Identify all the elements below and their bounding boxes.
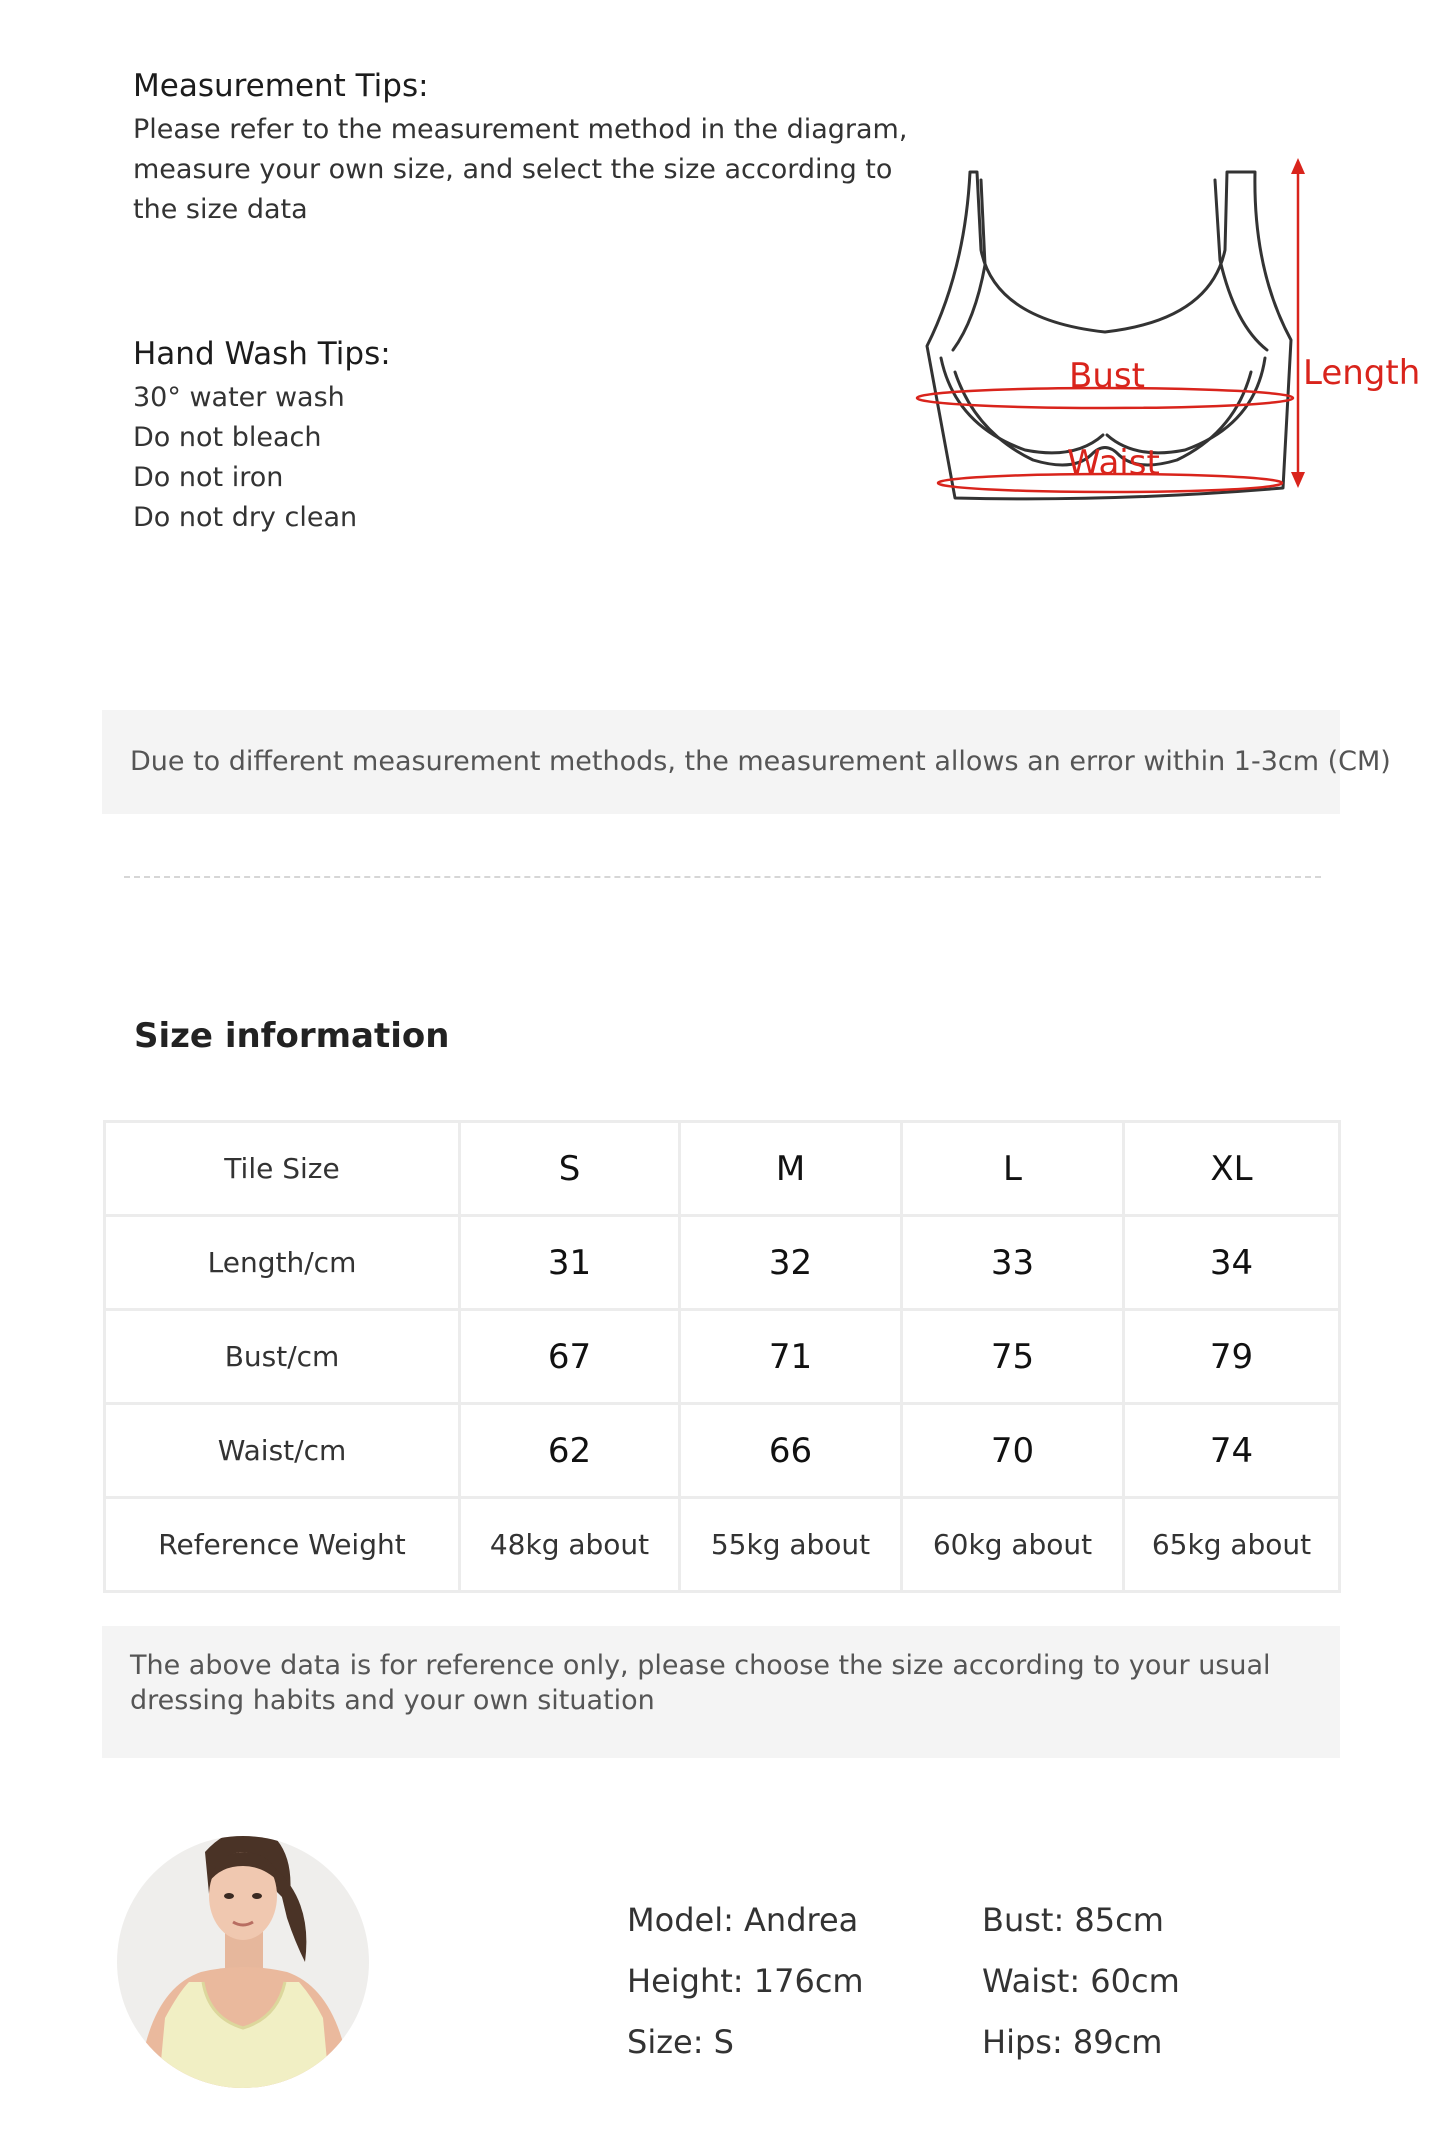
- model-bust: Bust: 85cm: [982, 1901, 1164, 1939]
- table-cell: 60kg about: [902, 1498, 1124, 1592]
- size-header-m: M: [680, 1122, 902, 1216]
- size-information-title: Size information: [134, 1016, 450, 1056]
- measurement-tips-heading: Measurement Tips:: [133, 68, 429, 104]
- waist-row: [105, 1404, 1340, 1498]
- table-cell: 71: [680, 1310, 902, 1404]
- table-cell: 70: [902, 1404, 1124, 1498]
- table-cell: 74: [1124, 1404, 1340, 1498]
- wash-tip-line: Do not bleach: [133, 422, 322, 453]
- model-hips: Hips: 89cm: [982, 2023, 1163, 2061]
- size-header-xl: XL: [1124, 1122, 1340, 1216]
- measurement-tips-text: [133, 110, 907, 230]
- table-cell: 66: [680, 1404, 902, 1498]
- bust-row: [105, 1310, 1340, 1404]
- arrow-up-icon: [1291, 158, 1305, 174]
- row-label: Reference Weight: [105, 1498, 460, 1592]
- table-cell: 75: [902, 1310, 1124, 1404]
- table-cell: 32: [680, 1216, 902, 1310]
- wash-tip-line: Do not dry clean: [133, 502, 358, 533]
- table-cell: 62: [460, 1404, 680, 1498]
- measurement-error-text: Due to different measurement methods, the measurement allows an error within 1-3cm (CM): [130, 746, 1391, 777]
- model-waist: Waist: 60cm: [982, 1962, 1180, 2000]
- model-name: Model: Andrea: [627, 1901, 859, 1939]
- size-chart-table: [103, 1120, 1341, 1593]
- model-size: Size: S: [627, 2023, 734, 2061]
- measurement-error-note: [102, 710, 1391, 814]
- arrow-down-icon: [1291, 472, 1305, 488]
- size-header-s: S: [460, 1122, 680, 1216]
- table-cell: 67: [460, 1310, 680, 1404]
- table-cell: 55kg about: [680, 1498, 902, 1592]
- measurement-tip-line: measure your own size, and select the size according to: [133, 154, 893, 185]
- row-label: Waist/cm: [105, 1404, 460, 1498]
- hand-wash-tips-list: [133, 378, 357, 538]
- table-cell: 79: [1124, 1310, 1340, 1404]
- model-photo: [117, 1822, 369, 2104]
- measurement-tip-line: Please refer to the measurement method in the diagram,: [133, 114, 908, 145]
- dashed-divider: [124, 876, 1321, 878]
- bust-label: Bust: [1069, 356, 1145, 396]
- table-cell: 65kg about: [1124, 1498, 1340, 1592]
- wash-tip-line: 30° water wash: [133, 382, 345, 413]
- header-label-cell: Tile Size: [105, 1122, 460, 1216]
- row-label: Bust/cm: [105, 1310, 460, 1404]
- waist-label: Waist: [1067, 443, 1160, 483]
- size-header-row: [105, 1122, 1340, 1216]
- table-cell: 48kg about: [460, 1498, 680, 1592]
- measurement-tip-line: the size data: [133, 194, 308, 225]
- size-header-l: L: [902, 1122, 1124, 1216]
- wash-tip-line: Do not iron: [133, 462, 284, 493]
- table-cell: 31: [460, 1216, 680, 1310]
- reference-note: [102, 1626, 1340, 1758]
- row-label: Length/cm: [105, 1216, 460, 1310]
- length-row: [105, 1216, 1340, 1310]
- sports-bra-measurement-diagram: [915, 150, 1435, 520]
- model-height: Height: 176cm: [627, 1962, 864, 2000]
- length-label: Length: [1303, 353, 1421, 393]
- reference-note-text: The above data is for reference only, please choose the size according to your usual dressing habits and your own situation: [130, 1650, 1271, 1716]
- hand-wash-tips-heading: Hand Wash Tips:: [133, 336, 391, 372]
- table-cell: 33: [902, 1216, 1124, 1310]
- reference-weight-row: [105, 1498, 1340, 1592]
- table-cell: 34: [1124, 1216, 1340, 1310]
